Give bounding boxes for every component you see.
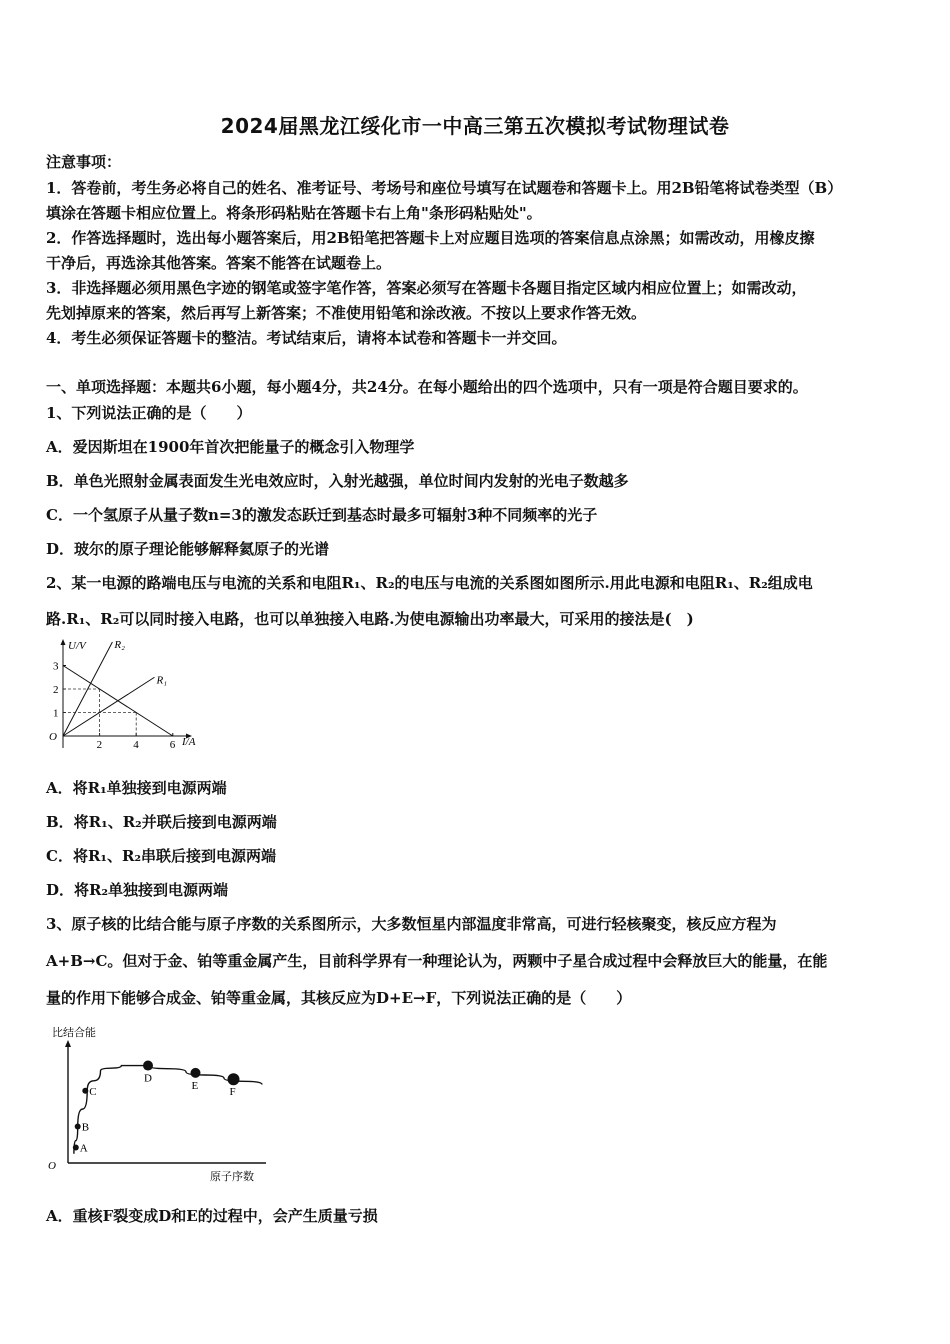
ui-graph	[46, 636, 216, 760]
q2-option-d: D．将R₂单独接到电源两端	[46, 881, 229, 899]
binding-energy-graph	[44, 1020, 274, 1194]
notice-line: 2．作答选择题时，选出每小题答案后，用2B铅笔把答题卡上对应题目选项的答案信息点涂黑；如需改动，用橡皮擦	[46, 229, 815, 247]
question-2-stem: 2、某一电源的路端电压与电流的关系和电阻R₁、R₂的电压与电流的关系图如图所示.用此电源和电阻R₁、R₂组成电	[46, 574, 813, 592]
nucleus-point-A	[73, 1144, 79, 1150]
notice-line: 填涂在答题卡相应位置上。将条形码粘贴在答题卡右上角"条形码粘贴处"。	[46, 204, 542, 222]
nucleus-point-B	[75, 1123, 81, 1129]
q3-option-a: A．重核F裂变成D和E的过程中，会产生质量亏损	[46, 1207, 378, 1225]
y-axis-arrow	[65, 1040, 71, 1047]
series-label: R₁	[156, 674, 168, 687]
y-tick-label: 1	[53, 707, 59, 720]
question-2-stem: 路.R₁、R₂可以同时接入电路，也可以单独接入电路.为使电源输出功率最大，可采用的接法是( )	[46, 610, 694, 628]
q1-option-c: C．一个氢原子从量子数n=3的激发态跃迁到基态时最多可辐射3种不同频率的光子	[46, 506, 598, 524]
x-tick-label: 6	[169, 739, 176, 751]
x-tick-label: 2	[96, 739, 103, 751]
notice-line: 1．答卷前，考生务必将自己的姓名、准考证号、考场号和座位号填写在试题卷和答题卡上。用2B铅笔将试卷类型（B）	[46, 179, 843, 197]
notice-line: 3．非选择题必须用黑色字迹的钢笔或签字笔作答，答案必须写在答题卡各题目指定区域内相应位置上；如需改动，	[46, 279, 807, 297]
point-label: B	[81, 1121, 90, 1134]
x-axis-label: I/A	[182, 736, 196, 748]
nucleus-point-F	[228, 1073, 240, 1085]
q2-option-b: B．将R₁、R₂并联后接到电源两端	[46, 813, 277, 831]
notice-line: 先划掉原来的答案，然后再写上新答案；不准使用铅笔和涂改液。不按以上要求作答无效。	[46, 304, 647, 322]
notice-line: 4．考生必须保证答题卡的整洁。考试结束后，请将本试卷和答题卡一并交回。	[46, 329, 567, 347]
q1-option-d: D．玻尔的原子理论能够解释氦原子的光谱	[46, 540, 330, 558]
notice-line: 干净后，再选涂其他答案。答案不能答在试题卷上。	[46, 254, 392, 272]
origin-label: O	[48, 1160, 56, 1172]
point-label: F	[229, 1086, 236, 1099]
q1-option-a: A．爱因斯坦在1900年首次把能量子的概念引入物理学	[46, 438, 415, 456]
nucleus-point-C	[82, 1088, 88, 1094]
q2-option-a: A．将R₁单独接到电源两端	[46, 779, 227, 797]
x-tick-label: 4	[133, 739, 139, 751]
notice-heading: 注意事项：	[46, 153, 122, 171]
y-tick-label: 2	[53, 684, 59, 696]
point-label: C	[89, 1085, 97, 1098]
question-3-stem: A+B→C。但对于金、铂等重金属产生，目前科学界有一种理论认为，两颗中子星合成过程中会释放巨大的能量，在能	[46, 952, 828, 970]
y-tick-label: 3	[53, 660, 59, 673]
page-title: 2024届黑龙江绥化市一中高三第五次模拟考试物理试卷	[220, 114, 730, 138]
q1-option-b: B．单色光照射金属表面发生光电效应时，入射光越强，单位时间内发射的光电子数越多	[46, 472, 629, 490]
point-label: A	[79, 1142, 88, 1155]
q2-option-c: C．将R₁、R₂串联后接到电源两端	[46, 847, 277, 865]
nucleus-point-D	[143, 1061, 153, 1071]
question-3-stem: 3、原子核的比结合能与原子序数的关系图所示，大多数恒星内部温度非常高，可进行轻核聚变，核反应方程为	[46, 915, 777, 933]
y-axis-arrow	[61, 639, 66, 645]
origin-label: O	[49, 731, 57, 743]
point-label: D	[144, 1072, 152, 1085]
y-axis-label: U/V	[68, 640, 86, 652]
y-axis-label: 比结合能	[52, 1026, 96, 1039]
series-label: R₂	[114, 639, 125, 651]
series-line-2	[63, 677, 155, 736]
x-axis-label: 原子序数	[210, 1170, 254, 1183]
point-label: E	[191, 1079, 199, 1092]
question-1-stem: 1、下列说法正确的是（ ）	[46, 404, 252, 422]
section-heading: 一、单项选择题：本题共6小题，每小题4分，共24分。在每小题给出的四个选项中，只有一项是符合题目要求的。	[46, 378, 808, 396]
question-3-stem: 量的作用下能够合成金、铂等重金属，其核反应为D+E→F，下列说法正确的是（ ）	[46, 989, 632, 1007]
nucleus-point-E	[191, 1068, 201, 1078]
